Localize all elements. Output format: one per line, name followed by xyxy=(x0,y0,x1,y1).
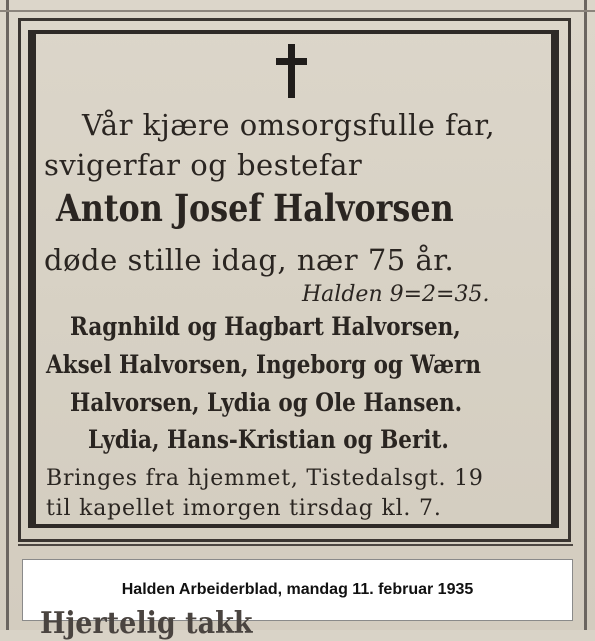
notice-line-1: Vår kjære omsorgsfulle far, xyxy=(82,108,496,142)
column-rule-right xyxy=(584,0,587,630)
next-article-heading-fragment xyxy=(40,606,370,641)
caption-text: Halden Arbeiderblad, mandag 11. februar 1935 xyxy=(121,581,474,598)
place-date: Halden 9=2=35. xyxy=(302,282,490,307)
mourners-line-1: Ragnhild og Hagbart Halvorsen, xyxy=(70,312,461,341)
cross-icon-vertical xyxy=(288,44,295,98)
next-article-heading: Hjertelig takk xyxy=(40,606,253,641)
cross-icon-horizontal xyxy=(276,58,307,65)
deceased-name: Anton Josef Halvorsen xyxy=(56,186,454,230)
funeral-info-line-2: til kapellet imorgen tirsdag kl. 7. xyxy=(46,496,442,521)
mourners-line-4: Lydia, Hans-Kristian og Berit. xyxy=(88,425,449,454)
notice-line-2: svigerfar og bestefar xyxy=(44,148,363,182)
notice-line-death: døde stille idag, nær 75 år. xyxy=(44,243,455,277)
bottom-rule xyxy=(18,544,573,546)
mourners-line-3: Halvorsen, Lydia og Ole Hansen. xyxy=(70,388,463,417)
funeral-info-line-1: Bringes fra hjemmet, Tistedalsgt. 19 xyxy=(46,466,484,491)
top-rule xyxy=(0,10,595,12)
column-rule-left xyxy=(6,0,9,630)
mourners-line-2: Aksel Halvorsen, Ingeborg og Wærn xyxy=(46,350,482,379)
